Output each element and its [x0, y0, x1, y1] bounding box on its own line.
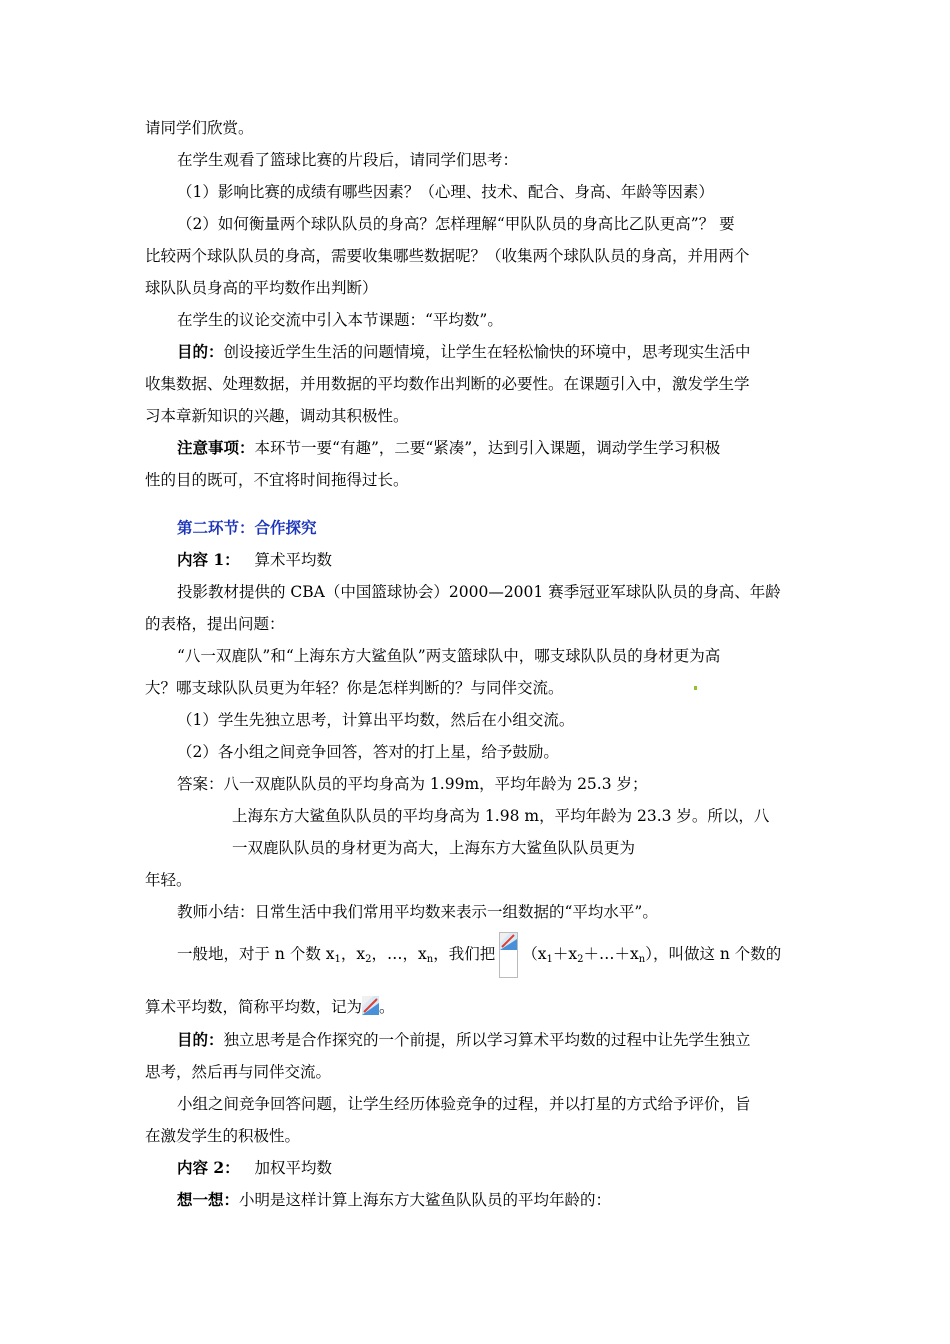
notes-label: 注意事项：	[177, 438, 255, 457]
paragraph-line: 习本章新知识的兴趣，调动其积极性。	[145, 407, 409, 425]
paragraph-line: 请同学们欣赏。	[145, 119, 254, 137]
content-title: 算术平均数	[254, 551, 332, 569]
purpose-line	[177, 342, 751, 362]
paragraph-line: （2）各小组之间竞争回答，答对的打上星，给予鼓励。	[177, 743, 559, 761]
paragraph-line: 的表格，提出问题：	[145, 615, 285, 633]
subscript: 1	[334, 954, 341, 965]
think-label: 想一想：	[177, 1190, 240, 1209]
subscript: 2	[577, 954, 584, 965]
answer-line: 答案：八一双鹿队队员的平均身高为 1.99m，平均年龄为 25.3 岁；	[177, 775, 648, 793]
paragraph-line: 投影教材提供的 CBA（中国篮球协会）2000—2001 赛季冠亚军球队队员的身高、年龄	[177, 583, 781, 601]
paragraph-line: “八一双鹿队”和“上海东方大鲨鱼队”两支篮球队中，哪支球队队员的身材更为高	[177, 647, 721, 665]
formula-text: （x	[522, 945, 547, 963]
paragraph-line: （1）影响比赛的成绩有哪些因素？（心理、技术、配合、身高、年龄等因素）	[177, 183, 714, 201]
paragraph-line: 在学生的议论交流中引入本节课题：“平均数”。	[177, 311, 503, 329]
formula-line	[145, 996, 395, 1017]
subscript: n	[426, 954, 434, 965]
fraction-image-icon	[499, 932, 518, 978]
answer-line: 上海东方大鲨鱼队队员的平均身高为 1.98 m，平均年龄为 23.3 岁。所以，八	[232, 807, 770, 825]
paragraph-line: 在激发学生的积极性。	[145, 1127, 301, 1145]
paragraph-line: 教师小结：日常生活中我们常用平均数来表示一组数据的“平均水平”。	[177, 903, 658, 921]
think-text: 小明是这样计算上海东方大鲨鱼队队员的平均年龄的：	[239, 1191, 612, 1209]
formula-text: 算术平均数，简称平均数，记为	[145, 998, 363, 1016]
content-heading	[177, 550, 332, 570]
content-heading	[177, 1158, 332, 1178]
purpose-text: 独立思考是合作探究的一个前提，所以学习算术平均数的过程中让先学生独立	[223, 1031, 751, 1049]
stray-mark	[694, 686, 697, 690]
section-heading: 第二环节：合作探究	[177, 518, 317, 537]
mean-symbol-icon	[362, 996, 379, 1015]
answer-line: 一双鹿队队员的身材更为高大，上海东方大鲨鱼队队员更为	[232, 839, 636, 857]
content-label: 内容 1：	[177, 550, 240, 569]
formula-text: ），叫做这 n 个数的	[645, 945, 782, 963]
purpose-text: 创设接近学生生活的问题情境，让学生在轻松愉快的环境中，思考现实生活中	[223, 343, 751, 361]
content-title: 加权平均数	[254, 1159, 332, 1177]
subscript: 2	[365, 954, 372, 965]
paragraph-line: 球队队员身高的平均数作出判断）	[145, 279, 378, 297]
formula-text: 一般地，对于 n 个数 x	[177, 945, 335, 963]
paragraph-line: 性的目的既可，不宜将时间拖得过长。	[145, 471, 409, 489]
formula-text: ，x	[340, 945, 366, 963]
think-line	[177, 1190, 611, 1210]
paragraph-line: 小组之间竞争回答问题，让学生经历体验竞争的过程，并以打星的方式给予评价，旨	[177, 1095, 751, 1113]
paragraph-line: 思考，然后再与同伴交流。	[145, 1063, 332, 1081]
formula-text: ＋x	[552, 945, 578, 963]
formula-text: ，我们把	[433, 945, 496, 963]
paragraph-line: 收集数据、处理数据，并用数据的平均数作出判断的必要性。在课题引入中，激发学生学	[145, 375, 750, 393]
notes-line	[177, 438, 720, 458]
formula-text: ＋…＋x	[583, 945, 639, 963]
paragraph-line: 年轻。	[145, 871, 192, 889]
content-label: 内容 2：	[177, 1158, 240, 1177]
paragraph-line: （1）学生先独立思考，计算出平均数，然后在小组交流。	[177, 711, 575, 729]
formula-line	[177, 932, 781, 982]
paragraph-line: 大？哪支球队队员更为年轻？你是怎样判断的？与同伴交流。	[145, 679, 564, 697]
formula-text: ，…，x	[371, 945, 427, 963]
paragraph-line: 在学生观看了篮球比赛的片段后，请同学们思考：	[177, 151, 519, 169]
notes-text: 本环节一要“有趣”，二要“紧凑”，达到引入课题，调动学生学习积极	[254, 439, 721, 457]
paragraph-line: （2）如何衡量两个球队队员的身高？怎样理解“甲队队员的身高比乙队更高”？ 要	[177, 215, 735, 233]
purpose-label: 目的：	[177, 342, 224, 361]
formula-text: 。	[379, 998, 395, 1016]
purpose-line	[177, 1030, 751, 1050]
purpose-label: 目的：	[177, 1030, 224, 1049]
paragraph-line: 比较两个球队队员的身高，需要收集哪些数据呢？（收集两个球队队员的身高，并用两个	[145, 247, 750, 265]
subscript: n	[638, 954, 646, 965]
subscript: 1	[546, 954, 553, 965]
